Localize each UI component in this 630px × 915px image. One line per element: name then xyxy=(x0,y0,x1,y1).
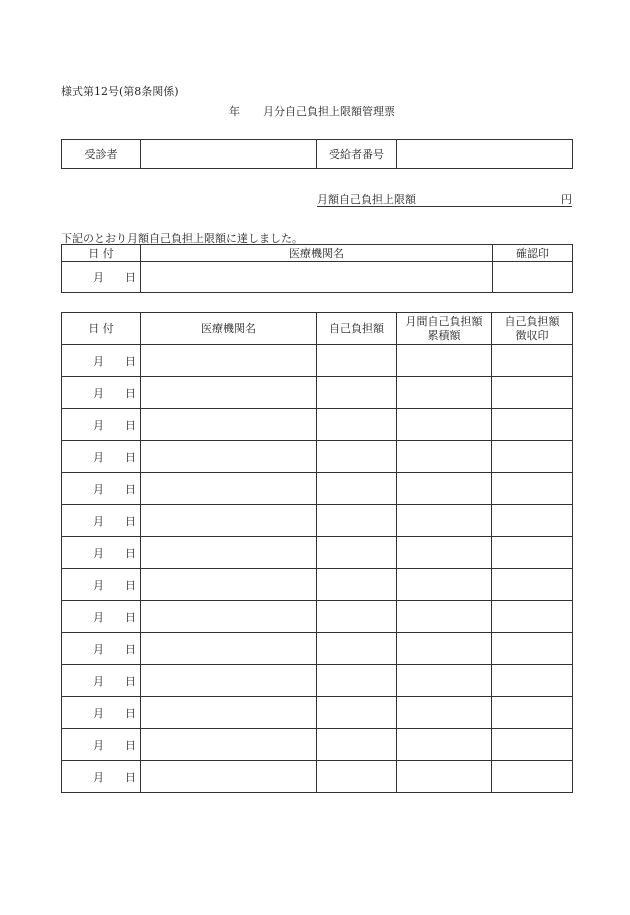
month-unit: 月 xyxy=(93,386,104,400)
ledger-cumulative-field[interactable] xyxy=(397,345,492,377)
ledger-institution-field[interactable] xyxy=(141,377,317,409)
ledger-date-field[interactable] xyxy=(62,729,141,761)
ledger-row xyxy=(62,409,573,441)
confirm-date-field[interactable] xyxy=(62,262,141,293)
ledger-date-field[interactable] xyxy=(62,409,141,441)
ledger-date-header: 日 付 xyxy=(62,313,141,345)
ledger-collection-seal-field[interactable] xyxy=(492,345,573,377)
ledger-collection-seal-field[interactable] xyxy=(492,377,573,409)
day-unit: 日 xyxy=(125,482,136,496)
ledger-collection-seal-field[interactable] xyxy=(492,697,573,729)
month-unit: 月 xyxy=(93,706,104,720)
ledger-collection-seal-field[interactable] xyxy=(492,729,573,761)
ledger-cumulative-field[interactable] xyxy=(397,569,492,601)
ledger-cumulative-field[interactable] xyxy=(397,761,492,793)
month-unit: 月 xyxy=(93,354,104,368)
ledger-row xyxy=(62,537,573,569)
month-unit: 月 xyxy=(93,450,104,464)
day-unit: 日 xyxy=(125,418,136,432)
ledger-institution-field[interactable] xyxy=(141,729,317,761)
month-unit: 月 xyxy=(93,642,104,656)
month-unit: 月 xyxy=(93,770,104,784)
collection-seal-header-line1: 自己負担額 xyxy=(504,314,560,328)
ledger-copay-field[interactable] xyxy=(317,377,397,409)
ledger-institution-field[interactable] xyxy=(141,697,317,729)
ledger-copay-field[interactable] xyxy=(317,761,397,793)
ledger-date-field[interactable] xyxy=(62,697,141,729)
ledger-cumulative-field[interactable] xyxy=(397,441,492,473)
ledger-row xyxy=(62,697,573,729)
day-unit: 日 xyxy=(125,450,136,464)
confirm-seal-field[interactable] xyxy=(493,262,573,293)
recipient-number-field[interactable] xyxy=(397,140,573,169)
ledger-institution-field[interactable] xyxy=(141,409,317,441)
ledger-cumulative-field[interactable] xyxy=(397,473,492,505)
ledger-cumulative-field[interactable] xyxy=(397,697,492,729)
form-number: 様式第12号(第8条関係) xyxy=(61,85,179,98)
ledger-institution-field[interactable] xyxy=(141,633,317,665)
collection-seal-header-line2: 徴収印 xyxy=(515,328,549,342)
patient-name-field[interactable] xyxy=(141,140,317,169)
ledger-date-field[interactable] xyxy=(62,505,141,537)
ledger-date-field[interactable] xyxy=(62,633,141,665)
ledger-row xyxy=(62,473,573,505)
ledger-institution-field[interactable] xyxy=(141,665,317,697)
month-unit: 月 xyxy=(93,271,104,284)
ledger-institution-field[interactable] xyxy=(141,345,317,377)
ledger-collection-seal-field[interactable] xyxy=(492,633,573,665)
ledger-copay-field[interactable] xyxy=(317,473,397,505)
ledger-institution-header: 医療機関名 xyxy=(141,313,317,345)
title-year-label: 年 xyxy=(229,105,240,118)
day-unit: 日 xyxy=(125,578,136,592)
month-unit: 月 xyxy=(93,482,104,496)
month-unit: 月 xyxy=(93,738,104,752)
cumulative-header-line1: 月間自己負担額 xyxy=(405,314,483,328)
limit-reached-notice: 下記のとおり月額自己負担上限額に達しました。 xyxy=(61,232,303,245)
ledger-date-field[interactable] xyxy=(62,761,141,793)
month-unit: 月 xyxy=(93,578,104,592)
copay-ledger-table xyxy=(61,312,573,793)
ledger-row xyxy=(62,569,573,601)
month-unit: 月 xyxy=(93,514,104,528)
ledger-collection-seal-field[interactable] xyxy=(492,505,573,537)
ledger-institution-field[interactable] xyxy=(141,473,317,505)
ledger-collection-seal-field[interactable] xyxy=(492,665,573,697)
ledger-collection-seal-field[interactable] xyxy=(492,761,573,793)
ledger-copay-field[interactable] xyxy=(317,633,397,665)
ledger-row xyxy=(62,729,573,761)
ledger-collection-seal-field[interactable] xyxy=(492,537,573,569)
ledger-collection-seal-field[interactable] xyxy=(492,473,573,505)
ledger-row xyxy=(62,633,573,665)
ledger-collection-seal-field[interactable] xyxy=(492,409,573,441)
day-unit: 日 xyxy=(125,706,136,720)
confirm-date-header: 日 付 xyxy=(62,245,141,262)
day-unit: 日 xyxy=(125,514,136,528)
ledger-copay-field[interactable] xyxy=(317,569,397,601)
ledger-cumulative-field[interactable] xyxy=(397,409,492,441)
ledger-copay-field[interactable] xyxy=(317,345,397,377)
ledger-cumulative-header xyxy=(397,313,492,345)
ledger-cumulative-field[interactable] xyxy=(397,665,492,697)
ledger-copay-field[interactable] xyxy=(317,505,397,537)
ledger-institution-field[interactable] xyxy=(141,441,317,473)
month-unit: 月 xyxy=(93,674,104,688)
ledger-date-field[interactable] xyxy=(62,377,141,409)
ledger-institution-field[interactable] xyxy=(141,505,317,537)
ledger-row xyxy=(62,761,573,793)
ledger-date-field[interactable] xyxy=(62,473,141,505)
confirm-institution-header: 医療機関名 xyxy=(141,245,493,262)
day-unit: 日 xyxy=(125,610,136,624)
ledger-date-field[interactable] xyxy=(62,569,141,601)
ledger-date-field[interactable] xyxy=(62,345,141,377)
ledger-institution-field[interactable] xyxy=(141,761,317,793)
ledger-copay-field[interactable] xyxy=(317,537,397,569)
day-unit: 日 xyxy=(125,674,136,688)
ledger-cumulative-field[interactable] xyxy=(397,537,492,569)
ledger-row xyxy=(62,377,573,409)
ledger-copay-field[interactable] xyxy=(317,601,397,633)
monthly-limit-unit: 円 xyxy=(561,193,572,206)
day-unit: 日 xyxy=(125,271,136,284)
ledger-collection-seal-field[interactable] xyxy=(492,441,573,473)
day-unit: 日 xyxy=(125,354,136,368)
ledger-institution-field[interactable] xyxy=(141,537,317,569)
ledger-date-field[interactable] xyxy=(62,601,141,633)
title-main: 月分自己負担上限額管理票 xyxy=(263,105,395,118)
ledger-collection-seal-field[interactable] xyxy=(492,601,573,633)
ledger-institution-field[interactable] xyxy=(141,601,317,633)
recipient-number-label: 受給者番号 xyxy=(317,140,397,169)
monthly-limit-label: 月額自己負担上限額 xyxy=(317,193,416,206)
day-unit: 日 xyxy=(125,738,136,752)
ledger-date-field[interactable] xyxy=(62,665,141,697)
day-unit: 日 xyxy=(125,642,136,656)
month-unit: 月 xyxy=(93,418,104,432)
confirm-seal-header: 確認印 xyxy=(493,245,573,262)
ledger-row xyxy=(62,441,573,473)
ledger-cumulative-field[interactable] xyxy=(397,505,492,537)
ledger-collection-seal-header xyxy=(492,313,573,345)
month-unit: 月 xyxy=(93,610,104,624)
ledger-institution-field[interactable] xyxy=(141,569,317,601)
ledger-copay-field[interactable] xyxy=(317,409,397,441)
ledger-date-field[interactable] xyxy=(62,441,141,473)
document-title xyxy=(229,103,395,119)
confirm-institution-field[interactable] xyxy=(141,262,493,293)
ledger-row xyxy=(62,505,573,537)
ledger-date-field[interactable] xyxy=(62,537,141,569)
monthly-limit-line xyxy=(317,191,572,207)
ledger-copay-field[interactable] xyxy=(317,729,397,761)
ledger-cumulative-field[interactable] xyxy=(397,601,492,633)
ledger-copay-field[interactable] xyxy=(317,665,397,697)
day-unit: 日 xyxy=(125,386,136,400)
ledger-copay-field[interactable] xyxy=(317,441,397,473)
limit-confirmation-table xyxy=(61,244,573,293)
recipient-info-table xyxy=(61,139,573,169)
day-unit: 日 xyxy=(125,546,136,560)
ledger-row xyxy=(62,665,573,697)
ledger-copay-field[interactable] xyxy=(317,697,397,729)
ledger-cumulative-field[interactable] xyxy=(397,377,492,409)
month-unit: 月 xyxy=(93,546,104,560)
ledger-collection-seal-field[interactable] xyxy=(492,569,573,601)
ledger-row xyxy=(62,345,573,377)
ledger-row xyxy=(62,601,573,633)
ledger-cumulative-field[interactable] xyxy=(397,729,492,761)
cumulative-header-line2: 累積額 xyxy=(427,328,461,342)
ledger-cumulative-field[interactable] xyxy=(397,633,492,665)
ledger-copay-header: 自己負担額 xyxy=(317,313,397,345)
day-unit: 日 xyxy=(125,770,136,784)
patient-label: 受診者 xyxy=(62,140,141,169)
